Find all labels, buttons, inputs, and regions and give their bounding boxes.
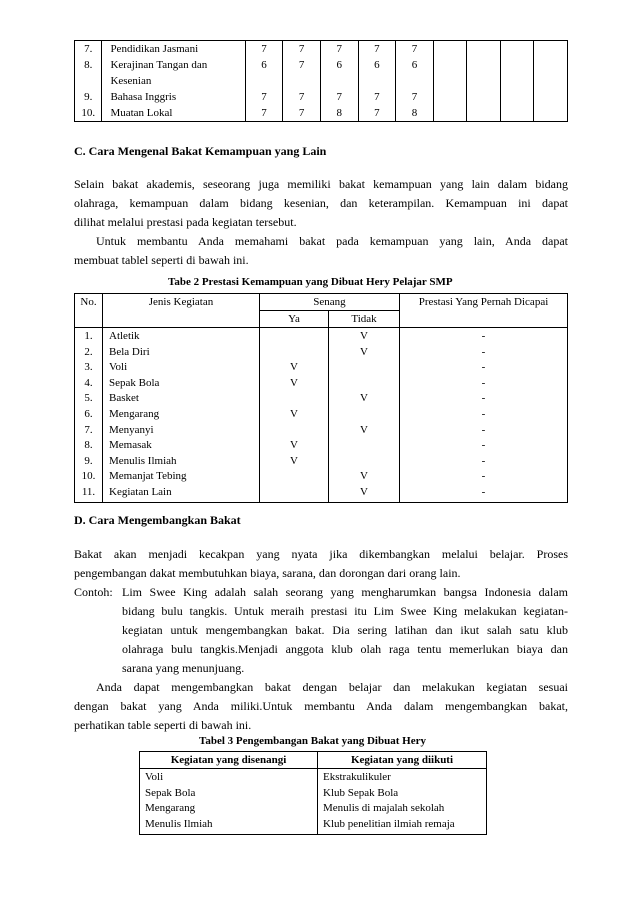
header-senang: Senang <box>260 294 400 311</box>
header-jenis-kegiatan: Jenis Kegiatan <box>103 294 260 328</box>
example-label: Contoh: <box>74 585 113 599</box>
column-diikuti: Ekstrakulikuler Klub Sepak Bola Menulis di majalah sekolah Klub penelitian ilmiah remaja <box>318 769 487 835</box>
empty-column-1 <box>433 41 467 122</box>
section-d-example: Contoh: Lim Swee King adalah salah seorang yang mengharumkan bangsa Indonesia dalam bidang bulu tangkis. Untuk meraih prestasi itu Lim Swee King melakukan kegiatan- kegiatan untuk mengembangkan bakat. Dia sering latihan dan ikut salah satu klub olahraga bulu tangkis.Menjadi anggota klub olah raga tentu memerlukan biaya dan sarana yang menunjuang. <box>74 585 568 675</box>
table-body-row <box>75 328 568 503</box>
column-ya: V V V V V <box>260 328 329 503</box>
table-header-row <box>75 294 568 311</box>
header-ya: Ya <box>260 311 329 328</box>
empty-column-4 <box>534 41 568 122</box>
subject-names: Pendidikan Jasmani Kerajinan Tangan dan Kesenian Bahasa Inggris Muatan Lokal <box>102 41 245 122</box>
score-column-4: 7 6 7 7 <box>358 41 396 122</box>
header-tidak: Tidak <box>329 311 400 328</box>
talent-development-table <box>139 751 487 835</box>
section-d-paragraph-1: Bakat akan menjadi kecakpan yang nyata jika dikembangkan melalui belajar. Proses pengembangan dakat membutuhkan biaya, sarana, dan dorongan dari orang lain. <box>74 547 568 580</box>
table-body-row <box>140 769 487 835</box>
table-row <box>75 41 568 122</box>
column-tidak: V V V V V V <box>329 328 400 503</box>
section-d-paragraph-2: Anda dapat mengembangkan bakat dengan belajar dan melakukan kegiatan sesuai dengan bakat yang Anda miliki.Untuk membantu Anda dalam mengembangkan bakat, perhatikan table seperti di bawah ini. <box>74 680 568 732</box>
section-c-heading: C. Cara Mengenal Bakat Kemampuan yang Lain <box>74 144 327 158</box>
column-no: 1. 2. 3. 4. 5. 6. 7. 8. 9. 10. 11. <box>75 328 103 503</box>
header-prestasi: Prestasi Yang Pernah Dicapai <box>400 294 568 328</box>
header-no: No. <box>75 294 103 328</box>
grades-table-continued <box>74 40 568 122</box>
column-disenangi: Voli Sepak Bola Mengarang Menulis Ilmiah <box>140 769 318 835</box>
score-column-2: 7 7 7 7 <box>283 41 321 122</box>
score-column-3: 7 6 7 8 <box>320 41 358 122</box>
header-kegiatan-diikuti: Kegiatan yang diikuti <box>318 752 487 769</box>
section-c-paragraph-2: Untuk membantu Anda memahami bakat pada kemampuan yang lain, Anda dapat membuat tablel seperti di bawah ini. <box>74 234 568 267</box>
activity-achievement-table <box>74 293 568 503</box>
column-kegiatan: Atletik Bela Diri Voli Sepak Bola Basket Mengarang Menyanyi Memasak Menulis Ilmiah Memanjat Tebing Kegiatan Lain <box>103 328 260 503</box>
header-kegiatan-disenangi: Kegiatan yang disenangi <box>140 752 318 769</box>
score-column-1: 7 6 7 7 <box>245 41 283 122</box>
table-2-caption: Tabe 2 Prestasi Kemampuan yang Dibuat Hery Pelajar SMP <box>168 276 453 288</box>
section-d-heading: D. Cara Mengembangkan Bakat <box>74 513 241 527</box>
row-numbers: 7. 8. 9. 10. <box>75 41 102 122</box>
table-3-caption: Tabel 3 Pengembangan Bakat yang Dibuat Hery <box>199 735 426 747</box>
column-prestasi: - - - - - - - - - - - <box>400 328 568 503</box>
table-header-row <box>140 752 487 769</box>
empty-column-3 <box>500 41 534 122</box>
empty-column-2 <box>467 41 501 122</box>
section-c-paragraph-1: Selain bakat akademis, seseorang juga memiliki bakat kemampuan yang lain dalam bidang olahraga, kemampuan dalam bidang kesenian, dan keterampilan. Kemampuan ini dapat dilihat melalui prestasi pada kegiatan tersebut. <box>74 177 568 229</box>
score-column-5: 7 6 7 8 <box>396 41 434 122</box>
